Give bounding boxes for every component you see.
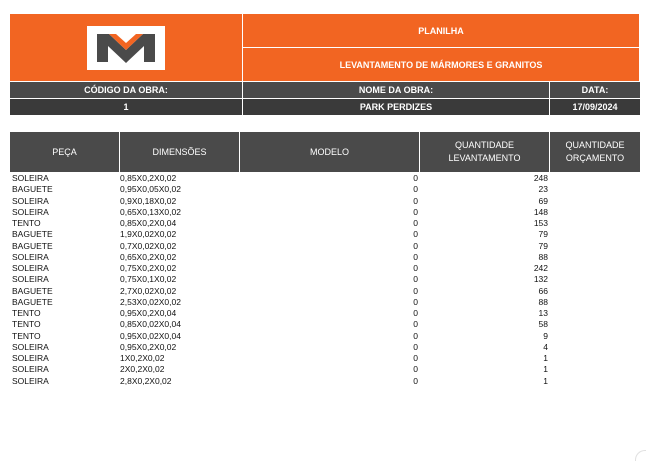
cell-modelo: 0	[413, 308, 418, 318]
cell-dimensoes: 0,65X0,13X0,02	[120, 206, 181, 217]
table-row	[10, 297, 640, 308]
table-row	[10, 364, 640, 375]
cell-peca: SOLEIRA	[12, 206, 49, 217]
cell-orcamento	[550, 319, 640, 330]
cell-levantamento: 79	[538, 229, 548, 240]
cell-levantamento: 4	[543, 341, 548, 352]
cell-modelo: 0	[413, 353, 418, 363]
cell-dimensoes: 0,75X0,1X0,02	[120, 274, 177, 285]
table-header	[10, 132, 640, 172]
cell-peca: BAGUETE	[12, 229, 53, 240]
table-row	[10, 229, 640, 240]
cell-orcamento	[550, 297, 640, 308]
cell-dimensoes: 2X0,2X0,02	[120, 364, 165, 375]
cell-dimensoes: 0,85X0,2X0,02	[120, 173, 177, 183]
cell-levantamento: 66	[538, 285, 548, 296]
cell-modelo: 0	[413, 375, 418, 386]
col-quantidade-levantamento: QUANTIDADE LEVANTAMENTO	[420, 132, 550, 172]
cell-dimensoes: 0,95X0,2X0,04	[120, 308, 177, 318]
cell-dimensoes: 0,65X0,2X0,02	[120, 251, 177, 262]
data-label: DATA:	[550, 82, 640, 99]
cell-levantamento: 242	[533, 263, 548, 273]
cell-orcamento	[550, 173, 640, 184]
table-row	[10, 308, 640, 319]
cell-dimensoes: 2,8X0,2X0,02	[120, 375, 172, 386]
cell-peca: SOLEIRA	[12, 274, 49, 285]
cell-modelo: 0	[413, 263, 418, 273]
cell-peca: SOLEIRA	[12, 353, 49, 363]
cell-orcamento	[550, 252, 640, 263]
cell-peca: SOLEIRA	[12, 251, 49, 262]
m-logo-icon	[87, 26, 165, 70]
table-row	[10, 263, 640, 274]
cell-dimensoes: 0,85X0,2X0,04	[120, 218, 177, 228]
cell-peca: BAGUETE	[12, 285, 53, 296]
col-quantidade-orcamento: QUANTIDADE ORÇAMENTO	[565, 140, 625, 163]
table-row	[10, 319, 640, 330]
cell-modelo: 0	[413, 274, 418, 285]
table-row	[10, 207, 640, 218]
cell-modelo: 0	[413, 240, 418, 251]
corner-decoration	[635, 450, 646, 461]
cell-dimensoes: 0,9X0,18X0,02	[120, 195, 177, 206]
cell-dimensoes: 0,85X0,02X0,04	[120, 319, 181, 330]
col-dimensoes: DIMENSÕES	[120, 132, 240, 172]
cell-dimensoes: 2,53X0,02X0,02	[120, 296, 181, 307]
table-body	[10, 173, 640, 387]
cell-levantamento: 1	[543, 364, 548, 375]
table-row	[10, 184, 640, 195]
cell-orcamento	[550, 274, 640, 285]
cell-dimensoes: 2,7X0,02X0,02	[120, 285, 177, 296]
cell-levantamento: 88	[538, 251, 548, 262]
table-row	[10, 342, 640, 353]
table-row	[10, 218, 640, 229]
cell-dimensoes: 0,95X0,05X0,02	[120, 184, 181, 195]
table-row	[10, 353, 640, 364]
codigo-label: CÓDIGO DA OBRA:	[10, 82, 243, 99]
cell-orcamento	[550, 241, 640, 252]
cell-peca: SOLEIRA	[12, 375, 49, 386]
table-row	[10, 376, 640, 387]
table-row	[10, 241, 640, 252]
cell-orcamento	[550, 376, 640, 387]
logo-cell	[10, 14, 243, 82]
cell-orcamento	[550, 286, 640, 297]
cell-dimensoes: 1X0,2X0,02	[120, 353, 165, 363]
cell-peca: SOLEIRA	[12, 341, 49, 352]
cell-levantamento: 248	[533, 173, 548, 183]
cell-modelo: 0	[413, 251, 418, 262]
cell-peca: TENTO	[12, 330, 41, 341]
cell-orcamento	[550, 342, 640, 353]
cell-modelo: 0	[413, 341, 418, 352]
cell-peca: SOLEIRA	[12, 364, 49, 375]
cell-modelo: 0	[413, 296, 418, 307]
cell-modelo: 0	[413, 285, 418, 296]
cell-peca: BAGUETE	[12, 296, 53, 307]
cell-orcamento	[550, 263, 640, 274]
cell-orcamento	[550, 229, 640, 240]
cell-modelo: 0	[413, 319, 418, 330]
col-modelo: MODELO	[240, 132, 420, 172]
cell-modelo: 0	[413, 184, 418, 195]
nome-label: NOME DA OBRA:	[243, 82, 550, 99]
cell-modelo: 0	[413, 364, 418, 375]
cell-dimensoes: 1,9X0,02X0,02	[120, 229, 177, 240]
cell-levantamento: 153	[533, 218, 548, 228]
cell-orcamento	[550, 308, 640, 319]
cell-peca: BAGUETE	[12, 184, 53, 195]
table-row	[10, 173, 640, 184]
cell-levantamento: 23	[538, 184, 548, 195]
cell-peca: BAGUETE	[12, 240, 53, 251]
cell-levantamento: 1	[543, 375, 548, 386]
cell-peca: TENTO	[12, 308, 41, 318]
cell-orcamento	[550, 364, 640, 375]
col-peca: PEÇA	[10, 132, 120, 172]
cell-levantamento: 148	[533, 206, 548, 217]
table-row	[10, 274, 640, 285]
cell-dimensoes: 0,95X0,2X0,02	[120, 341, 177, 352]
table-row	[10, 331, 640, 342]
cell-modelo: 0	[413, 218, 418, 228]
cell-levantamento: 79	[538, 240, 548, 251]
cell-dimensoes: 0,75X0,2X0,02	[120, 263, 177, 273]
table-row	[10, 286, 640, 297]
cell-levantamento: 13	[538, 308, 548, 318]
cell-levantamento: 88	[538, 296, 548, 307]
cell-modelo: 0	[413, 206, 418, 217]
table-row	[10, 196, 640, 207]
cell-peca: SOLEIRA	[12, 195, 49, 206]
cell-modelo: 0	[413, 173, 418, 183]
cell-peca: TENTO	[12, 218, 41, 228]
cell-peca: SOLEIRA	[12, 173, 49, 183]
cell-orcamento	[550, 218, 640, 229]
table-row	[10, 252, 640, 263]
sheet-title: PLANILHA	[243, 14, 640, 48]
cell-orcamento	[550, 353, 640, 364]
cell-levantamento: 132	[533, 274, 548, 285]
data-value: 17/09/2024	[550, 99, 640, 116]
cell-dimensoes: 0,7X0,02X0,02	[120, 240, 177, 251]
cell-levantamento: 58	[538, 319, 548, 330]
cell-dimensoes: 0,95X0,02X0,04	[120, 330, 181, 341]
sheet-subtitle: LEVANTAMENTO DE MÁRMORES E GRANITOS	[243, 48, 640, 82]
cell-modelo: 0	[413, 330, 418, 341]
cell-levantamento: 69	[538, 195, 548, 206]
cell-orcamento	[550, 331, 640, 342]
cell-peca: SOLEIRA	[12, 263, 49, 273]
nome-value: PARK PERDIZES	[243, 99, 550, 116]
sheet-header	[10, 14, 640, 116]
cell-orcamento	[550, 184, 640, 195]
cell-orcamento	[550, 196, 640, 207]
cell-levantamento: 9	[543, 330, 548, 341]
cell-modelo: 0	[413, 229, 418, 240]
cell-modelo: 0	[413, 195, 418, 206]
codigo-value: 1	[10, 99, 243, 116]
cell-peca: TENTO	[12, 319, 41, 330]
cell-orcamento	[550, 207, 640, 218]
cell-levantamento: 1	[543, 353, 548, 363]
